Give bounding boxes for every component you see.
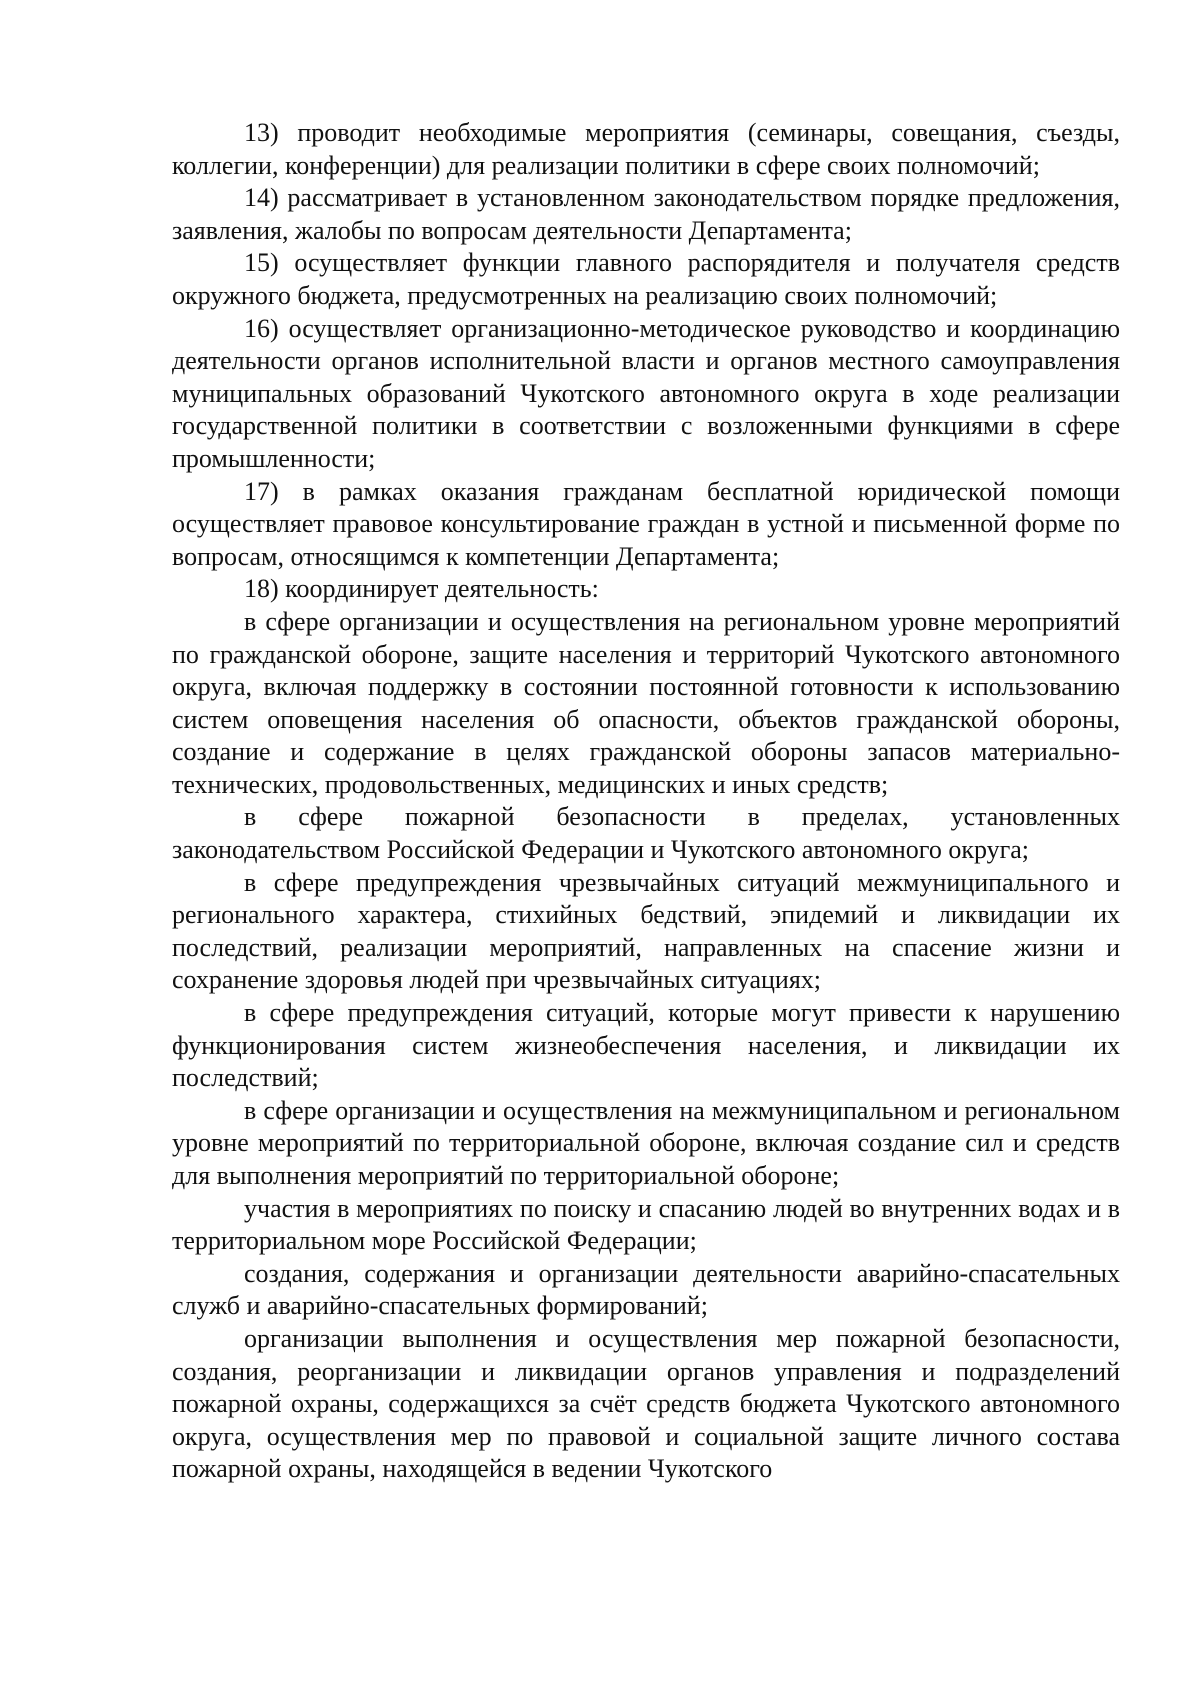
paragraph-16: 16) осуществляет организационно-методическое руководство и координацию деятельности органов исполнительной власти и органов местного самоуправления муниципальных образований Чукотского автономного округа в ходе реализации государственной политики в соответствии с возложенными функциями в сфере промышленности; (172, 313, 1120, 473)
document-body (172, 117, 1120, 1486)
paragraph-rescue-services: создания, содержания и организации деятельности аварийно-спасательных служб и аварийно-спасательных формирований; (172, 1258, 1120, 1321)
paragraph-fire-safety: в сфере пожарной безопасности в пределах, установленных законодательством Российской Федерации и Чукотского автономного округа; (172, 802, 1120, 865)
paragraph-13: 13) проводит необходимые мероприятия (семинары, совещания, съезды, коллегии, конференции) для реализации политики в сфере своих полномочий; (172, 118, 1120, 180)
paragraph-14: 14) рассматривает в установленном законодательством порядке предложения, заявления, жалобы по вопросам деятельности Департамента; (172, 183, 1120, 245)
paragraph-search-rescue: участия в мероприятиях по поиску и спасанию людей во внутренних водах и в территориальном море Российской Федерации; (172, 1193, 1120, 1256)
paragraph-fire-protection: организации выполнения и осуществления мер пожарной безопасности, создания, реорганизации и ликвидации органов управления и подразделений пожарной охраны, содержащихся за счёт средств бюджета Чукотского автономного округа, осуществления мер по правовой и социальной защите личного состава пожарной охраны, находящейся в ведении Чукотского (172, 1323, 1120, 1484)
paragraph-17: 17) в рамках оказания гражданам бесплатной юридической помощи осуществляет правовое консультирование граждан в устной и письменной форме по вопросам, относящимся к компетенции Департамента; (172, 476, 1120, 571)
paragraph-15: 15) осуществляет функции главного распорядителя и получателя средств окружного бюджета, предусмотренных на реализацию своих полномочий; (172, 248, 1120, 310)
paragraph-territorial-defense: в сфере организации и осуществления на межмуниципальном и региональном уровне мероприятий по территориальной обороне, включая создание сил и средств для выполнения мероприятий по территориальной обороне; (172, 1095, 1120, 1190)
paragraph-civil-defense: в сфере организации и осуществления на региональном уровне мероприятий по гражданской обороне, защите населения и территорий Чукотского автономного округа, включая поддержку в состоянии постоянной готовности к использованию систем оповещения населения об опасности, объектов гражданской обороны, создание и содержание в целях гражданской обороны запасов материально-технических, продовольственных, медицинских и иных средств; (172, 606, 1120, 799)
paragraph-life-support: в сфере предупреждения ситуаций, которые могут привести к нарушению функционирования систем жизнеобеспечения населения, и ликвидации их последствий; (172, 998, 1120, 1093)
paragraph-18: 18) координирует деятельность: (244, 574, 599, 604)
paragraph-emergency-prevention: в сфере предупреждения чрезвычайных ситуаций межмуниципального и регионального характера, стихийных бедствий, эпидемий и ликвидации их последствий, реализации мероприятий, направленных на спасение жизни и сохранение здоровья людей при чрезвычайных ситуациях; (172, 867, 1120, 995)
